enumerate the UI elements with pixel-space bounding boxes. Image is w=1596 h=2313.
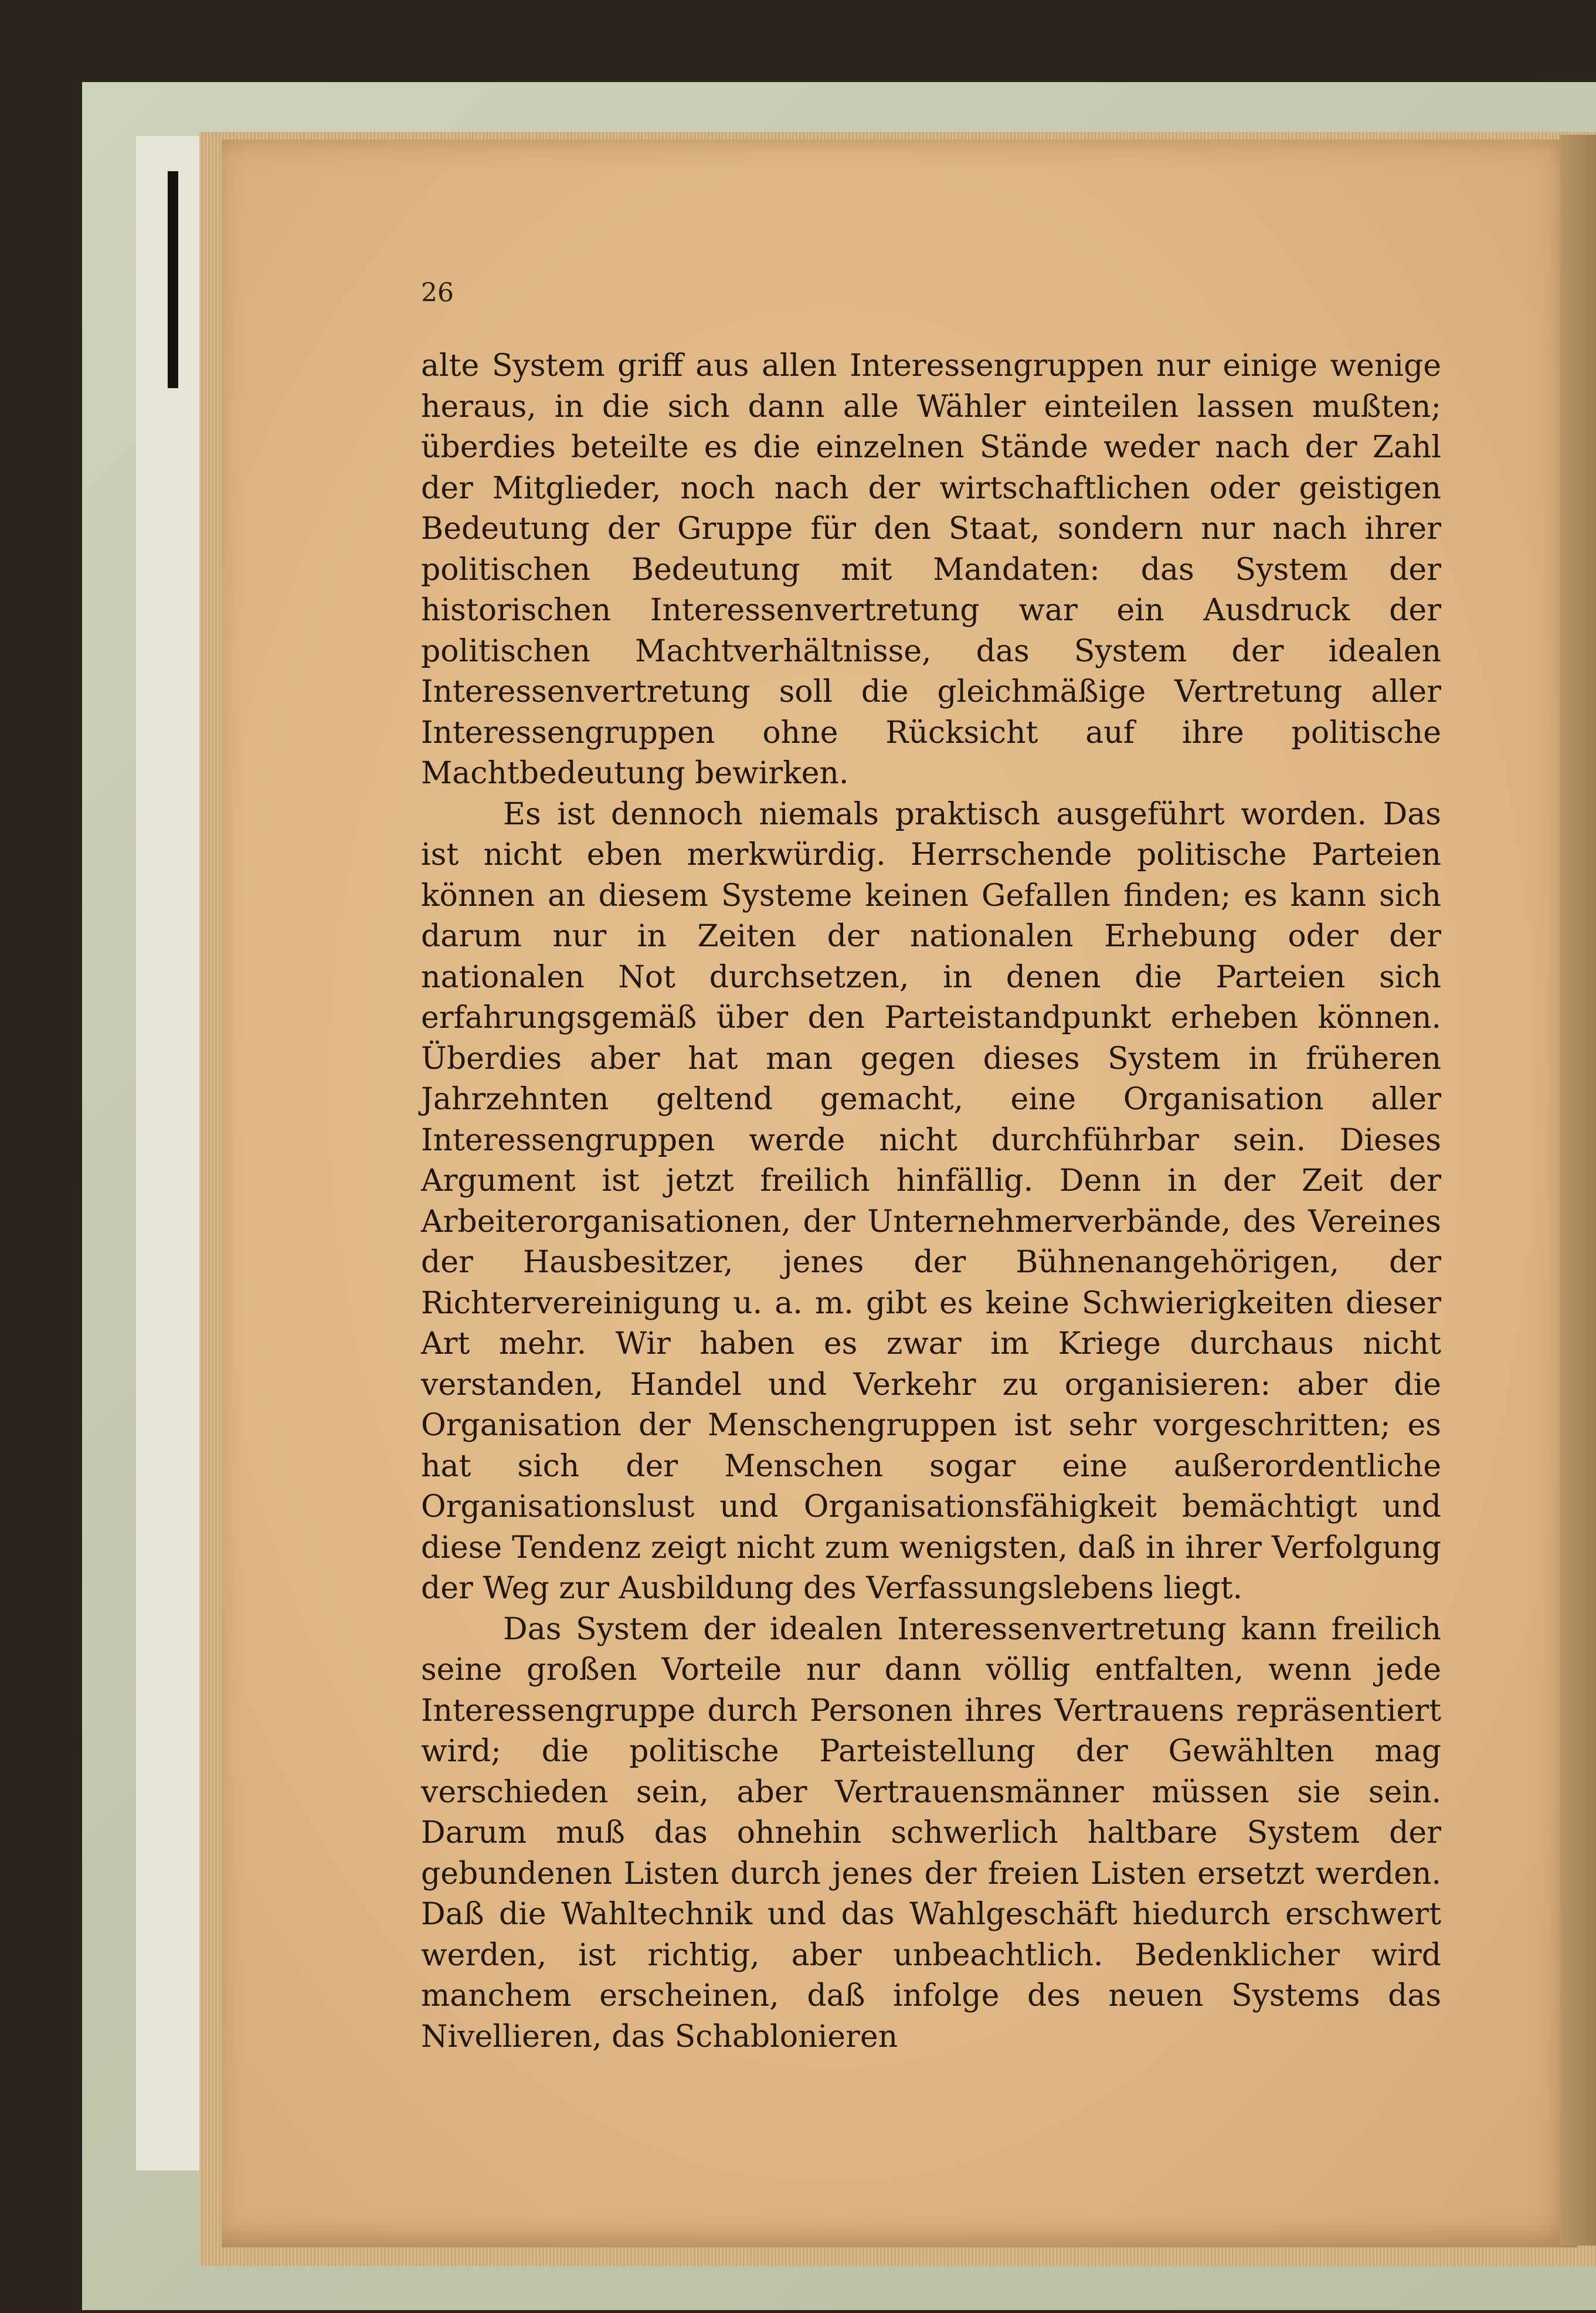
mounting-card-strip — [136, 136, 202, 2171]
page-number: 26 — [421, 278, 454, 308]
paragraph-2: Es ist dennoch niemals praktisch ausgeführt worden. Das ist nicht eben merkwürdig. Herrschende politische Parteien können an diesem Systeme keinen Gefallen finden; es kann sich darum nur in Zeiten der nationalen Erhebung oder der nationalen Not durchsetzen, in denen die Parteien sich erfahrungsgemäß über den Parteistandpunkt erheben können. Überdies aber hat man gegen dieses System in früheren Jahrzehnten geltend gemacht, eine Organisation aller Interessengruppen werde nicht durchführbar sein. Dieses Argument ist jetzt freilich hinfällig. Denn in der Zeit der Arbeiterorganisationen, der Unternehmerverbände, des Vereines der Hausbesitzer, jenes der Bühnenangehörigen, der Richtervereinigung u. a. m. gibt es keine Schwierigkeiten dieser Art mehr. Wir haben es zwar im Kriege durchaus nicht verstanden, Handel und Verkehr zu organisieren: aber die Organisation der Menschengruppen ist sehr vorgeschritten; es hat sich der Menschen sogar eine außerordentliche Organisationslust und Organisationsfähigkeit bemächtigt und diese Tendenz zeigt nicht zum wenigsten, daß in ihrer Verfolgung der Weg zur Ausbildung des Verfassungslebens liegt. — [421, 796, 1441, 1606]
paragraph-3: Das System der idealen Interessenvertretung kann freilich seine großen Vorteile nur dann völlig entfalten, wenn jede Interessengruppe durch Personen ihres Vertrauens repräsentiert wird; die politische Parteistellung der Gewählten mag verschieden sein, aber Vertrauensmänner müssen sie sein. Darum muß das ohnehin schwerlich haltbare System der gebundenen Listen durch jenes der freien Listen ersetzt werden. Daß die Wahltechnik und das Wahlgeschäft hiedurch erschwert werden, ist richtig, aber unbeachtlich. Bedenklicher wird manchem erscheinen, daß infolge des neuen Systems das Nivellieren, das Schablonieren — [421, 1611, 1441, 2054]
body-text — [421, 346, 1441, 2057]
book-gutter — [1560, 135, 1596, 2246]
black-edge-tab — [168, 171, 178, 388]
paragraph-1: alte System griff aus allen Interessengruppen nur einige wenige heraus, in die sich dann alle Wähler einteilen lassen mußten; überdies beteilte es die einzelnen Stände weder nach der Zahl der Mitglieder, noch nach der wirtschaftlichen oder geistigen Bedeutung der Gruppe für den Staat, sondern nur nach ihrer politischen Bedeutung mit Mandaten: das System der historischen Interessenvertretung war ein Ausdruck der politischen Machtverhältnisse, das System der idealen Interessenvertretung soll die gleichmäßige Vertretung aller Interessengruppen ohne Rücksicht auf ihre politische Machtbedeutung bewirken. — [421, 348, 1441, 791]
